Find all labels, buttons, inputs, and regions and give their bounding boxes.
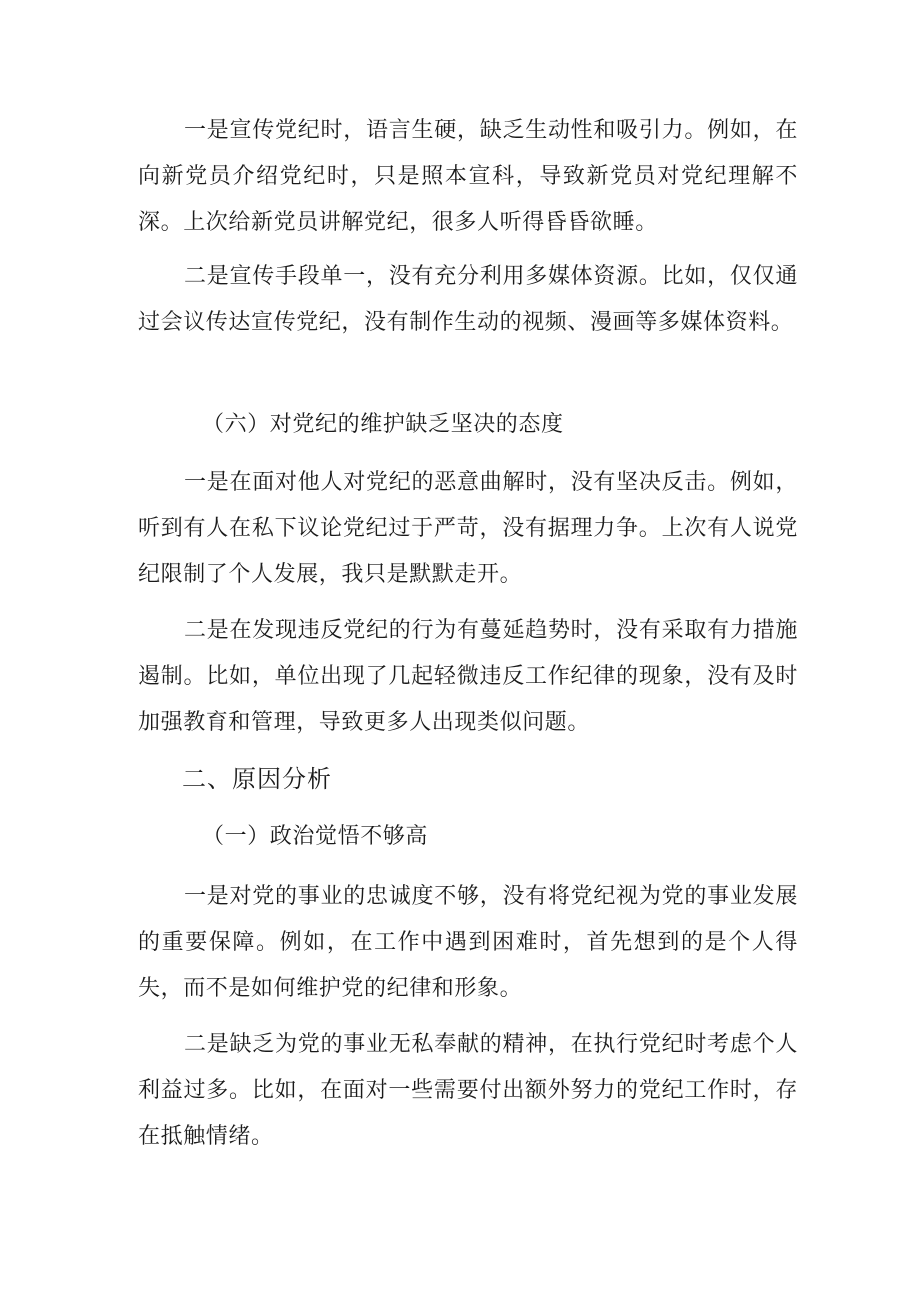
subheading-one: （一）政治觉悟不够高 (202, 824, 429, 849)
paragraph-dedication: 二是缺乏为党的事业无私奉献的精神，在执行党纪时考虑个人利益过多。比如，在面对一些需要付出额外努力的党纪工作时，存在抵触情绪。 (138, 1032, 798, 1149)
paragraph-propaganda-methods: 二是宣传手段单一，没有充分利用多媒体资源。比如，仅仅通过会议传达宣传党纪，没有制作生动的视频、漫画等多媒体资料。 (138, 264, 798, 335)
subheading-six: （六）对党纪的维护缺乏坚决的态度 (202, 412, 564, 437)
paragraph-facing-distortion: 一是在面对他人对党纪的恶意曲解时，没有坚决反击。例如，听到有人在私下议论党纪过于严苛，没有据理力争。上次有人说党纪限制了个人发展，我只是默默走开。 (138, 470, 798, 587)
paragraph-propaganda-language: 一是宣传党纪时，语言生硬，缺乏生动性和吸引力。例如，在向新党员介绍党纪时，只是照本宣科，导致新党员对党纪理解不深。上次给新党员讲解党纪，很多人听得昏昏欲睡。 (138, 118, 798, 235)
section-heading-cause-analysis: 二、原因分析 (182, 765, 332, 793)
paragraph-loyalty: 一是对党的事业的忠诚度不够，没有将党纪视为党的事业发展的重要保障。例如，在工作中遇到困难时，首先想到的是个人得失，而不是如何维护党的纪律和形象。 (138, 884, 798, 1001)
paragraph-spreading-violations: 二是在发现违反党纪的行为有蔓延趋势时，没有采取有力措施遏制。比如，单位出现了几起轻微违反工作纪律的现象，没有及时加强教育和管理，导致更多人出现类似问题。 (138, 618, 798, 735)
